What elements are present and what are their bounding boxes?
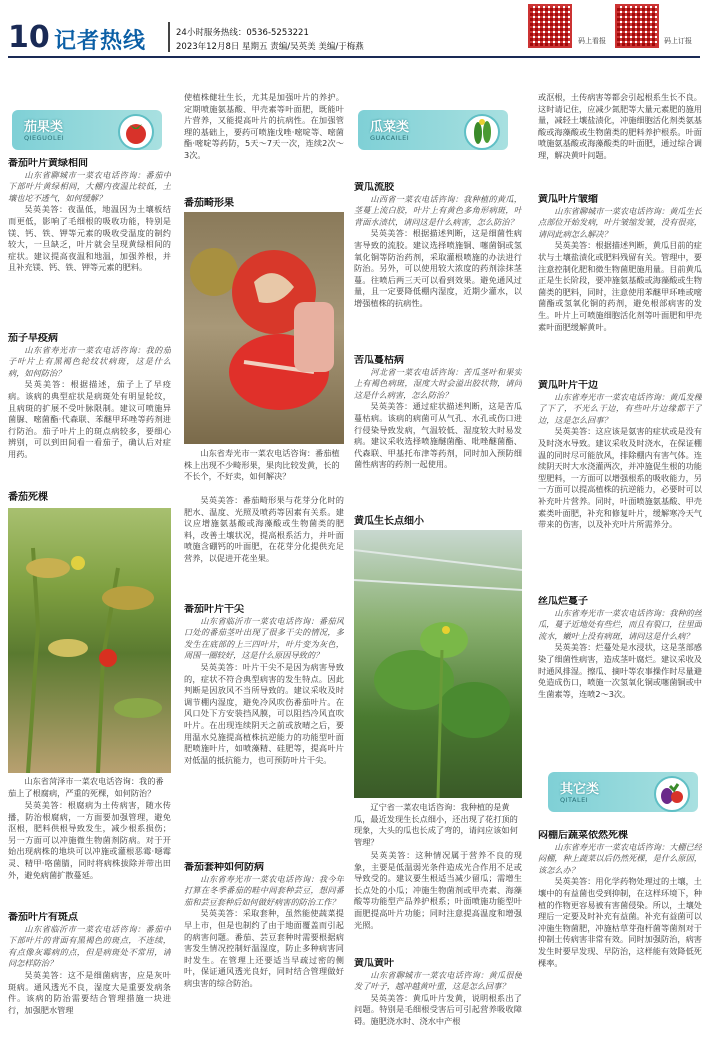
article-title: 番茄畸形果: [184, 198, 234, 209]
article-question: 河北省一菜农电话咨询：苦瓜茎叶和果实上有褐色病斑，湿度大时会溢出胶状物，请问这是什么病害，怎么防治？: [354, 366, 522, 400]
article-11-continued: [538, 92, 702, 188]
article-7: [184, 862, 344, 1060]
tomato-icon: [118, 114, 154, 150]
photo-cucumber-plant: [354, 530, 522, 798]
article-question: 山东省寿光市一菜农电话咨询：我种的丝瓜，蔓子近地处有些烂，而且有裂口，往里面流水，嫩叶上没有病斑，请问这是什么病？: [538, 607, 702, 641]
article-answer: 吴英美答：用化学药物处理过的土壤，土壤中的有益菌也受到抑制，在这样环境下，种植的作物更容易被有害菌侵染。所以，土壤处理后一定要及时补充有益菌。补充有益菌可以冲施生物菌肥，冲施枯草芽孢杆菌等菌剂对于抑制土传病害非常有效。同时加强防治，病害发生时要早发现、早防治，这样能有效降低死棵率。: [538, 876, 702, 968]
article-title: 黄瓜叶片干边: [538, 380, 598, 391]
article-title: 苦瓜蔓枯病: [354, 355, 404, 366]
category-name: 茄果类: [24, 120, 64, 135]
article-title: 番茄套种如何防病: [184, 862, 264, 873]
article-answer: 吴英美答：根据描述判断，黄瓜目前的症状与土壤盐渍化或肥料残留有关。管理中，要注意控制化肥和微生物菌肥施用量。目前黄瓜正是生长阶段，要冲施氨基酸或海藻酸或生物菌类的肥料，同时，注意使用苯醚甲环唑或嘧菌酯或氢氧化铜的药剂，避免根部病害的发生。叶片上可喷施细胞活化剂等叶面肥和甲壳素叶面肥缓解黄叶。: [538, 240, 702, 332]
article-title: 黄瓜叶片皱缩: [538, 194, 598, 205]
article-question: 山东省寿光市一菜农电话咨询：我今年打算在冬季番茄的畦中间套种芸豆，想问番茄和芸豆套种后如何做好病害的防治工作？: [184, 873, 344, 907]
article-question: 山东省聊城市一菜农电话咨询：黄瓜生长点部位开始发病，叶片皱缩发皱，没有很亮，请问此病怎么解决？: [538, 205, 702, 239]
article-question: 山东省临沂市一菜农电话咨询：番茄风口处的番茄茎叶出现了很多干尖的情况，多发生在底部的上三四叶片，叶片变为灰色，周围一圈较好，这是什么原因导致的？: [184, 615, 344, 661]
article-4: [8, 912, 171, 1060]
article-question: 山东省聊城市一菜农电话咨询：黄瓜很便发了叶子，越冲越黄叶重，这是怎么回事？: [354, 969, 522, 992]
article-13: [538, 380, 702, 588]
article-title: 黄瓜流胶: [354, 182, 394, 193]
article-1: [8, 158, 171, 324]
qr-subscribe-label: 码上订报: [664, 37, 692, 45]
article-question: 山东省聊城市一菜农电话咨询：番茄中下部叶片黄绿相间，大棚内夜温比较低，土壤也坨不透气，如何缓解？: [8, 169, 171, 203]
cucumber-icon: [464, 114, 500, 150]
qr-read-label: 码上看报: [578, 37, 606, 45]
article-title: 黄瓜生长点细小: [354, 516, 424, 527]
article-answer: 吴英美答：烂蔓处是水浸状，这是茎部感染了细菌性病害，造成茎叶腐烂。建议采收及时通风排湿。擦瓜、摘叶等农事操作时尽量避免造成伤口，喷施一次氢氧化铜或噻菌铜或中生菌素等，连喷2～3次。: [538, 642, 702, 699]
header-divider: [168, 22, 170, 52]
article-10-answer: [354, 850, 522, 952]
article-answer: 吴英美答：黄瓜叶片发黄，说明根系出了问题。特别是毛细根受害后可引起营养吸收障碍。施肥浇水时、浇水中产根: [354, 992, 522, 1026]
article-title: 番茄死棵: [8, 492, 48, 503]
article-title: 茄子早疫病: [8, 333, 58, 344]
article-11: [354, 958, 522, 1060]
article-15: [538, 830, 702, 1060]
photo-caption: 山东省寿光市一菜农电话咨询：番茄植株上出现不少畸形果，果肉比较发黄，长的不长个，不好卖，如何解决？: [184, 448, 340, 482]
article-answer-cont: 或沤根，土传病害等都会引起根系生长不良。这时请记住，应减少氮肥等大量元素肥的施用量，减轻土壤盐渍化，冲施细胞活化剂类氨基酸或海藻酸或生物菌类的肥料养护根系。叶面喷施氨基酸或海藻酸类的叶面肥，通过综合调理，解决黄叶问题。: [538, 92, 702, 160]
article-answer: 吴英美答：根据描述，茄子上了早疫病。该病的典型症状是病斑处有明显轮纹，且病斑的扩展不受叶脉限制。建议可喷施异菌脲、嘧菌酯·代森联、苯醚甲环唑等药剂进行防治。茄子叶片上的斑点病较多，要细心辨别，可以到田间看一看茄子，确认后对症用药。: [8, 379, 171, 459]
article-question: 山东省寿光市一菜农电话咨询：我的茄子叶片上有黑褐色轮纹状病斑，这是什么病，如何防治？: [8, 344, 171, 378]
vegetables-icon: [654, 776, 690, 812]
article-title: 番茄叶片有斑点: [8, 912, 78, 923]
category-banner-guacai: [358, 110, 508, 150]
article-5-answer: [184, 495, 344, 597]
article-2: [8, 333, 171, 473]
article-question: 山东省临沂市一菜农电话咨询：番茄中下部叶片的背面有黑褐色的斑点，不连续，有点像灰霉病的点，但是病斑处不常用，请问怎样防治？: [8, 923, 171, 969]
article-8: [354, 182, 522, 342]
photo-tomato-wilt: [8, 508, 171, 773]
category-pinyin: QIEGUOLEI: [24, 134, 65, 142]
article-answer: 吴英美答：根腐病为土传病害，随水传播，防治根腐病，一方面要加强管理，避免沤根，肥料供根导致发生，减少根系损伤；另一方面可以冲施微生物菌剂防病。对于开始出现病株的地块可以冲施或灌根恶霉·噁霉灵、精甲·咯菌腈，同时将病株拔除并带出田外，避免病菌扩散蔓延。: [8, 800, 171, 880]
page-number: 10: [8, 20, 50, 55]
article-4-continued: [184, 92, 344, 188]
article-title: 番茄叶片干尖: [184, 604, 244, 615]
article-answer: 吴英美答：根据描述判断，这是细菌性病害导致的流胶。建议选择喷施铜、噻菌铜或氢氧化铜等防治药剂，采取灌根喷施的办法进行防治。另外，可以使用较大浓度的药剂涂抹茎蔓。往喷后两三天可以看到效果。避免通风过量，且一定要降低棚内湿度，近期少灌水，以增强植株的抗病性。: [354, 228, 522, 308]
section-title: 记者热线: [54, 29, 147, 54]
article-answer: 吴英美答：这种情况属于营养不良的现象，主要是低温弱光条件造成光合作用不足或导致受的。建议要生根适当减少留瓜；需增生长点处的小瓜；冲施生物菌剂或甲壳素、海藻酸等功能型产品养护根系；叶面喷施功能型叶面肥提高叶片功能；同时注意提高温度和增强光照。: [354, 850, 522, 930]
header-rule: [8, 56, 700, 58]
article-6: [184, 604, 344, 854]
category-name: 其它类: [560, 782, 600, 797]
category-pinyin: QITALEI: [560, 796, 589, 804]
article-9: [354, 355, 522, 503]
article-title: 闷棚后蔬菜依然死棵: [538, 830, 628, 841]
article-answer: 吴英美答：夜温低，地温因为土壤板结而更低，影响了毛细根的吸收功能，特别是镁、钙、铁、钾等元素的吸收受温度的制约较大，一旦缺乏，叶片就会呈现黄绿相间的症状。建议提高夜温和地温，加强养根，并且补充镁、钙、铁、钾等元素的肥料。: [8, 204, 171, 273]
article-answer: 吴英美答：番茄畸形果与花芽分化时的肥水、温度、光照及喷药等因素有关系。建议应增施氨基酸或海藻酸或生物菌类的肥料，改善土壤状况，提高根系活力，并叶面喷施含硼钙的叶面肥，在花芽分化提供充足营养，以促进开花坐果。: [184, 495, 344, 563]
article-answer: 吴英美答：叶片干尖不是因为病害导致的，症状不符合典型病害的发生特点。因此判断是因放风不当所导致的。建议采收及时调节棚内湿度，避免冷风吹伤番茄叶片。在风口处下方安装挡风膜，可以阻挡冷风直吹叶片。在出现连续阴天之前或放晴之后，要用温水兑施提高植株抗逆能力的功能型叶面肥喷施叶片，如喷藻精、硅肥等，提高叶片对低温的抵抗能力，也可预防叶片干尖。: [184, 661, 344, 765]
date-line: 2023年12月8日 星期五 责编/吴英美 美编/于梅燕: [176, 42, 364, 52]
photo-caption: 辽宁省一菜农电话咨询：我种植的是黄瓜，最近发现生长点细小，还出现了花打顶的现象，大头的瓜也长成了弯的，请问应该如何管理？: [354, 802, 518, 847]
article-answer: 吴英美答：这不是细菌病害，应是灰叶斑病。通风透光不良，湿度大是重要发病条件。该病的防治需要结合管理措施一块进行，加强肥水管理: [8, 969, 171, 1015]
article-question: 山东省寿光市一菜农电话咨询：黄瓜发棵了下了，不光么干边，有些叶片边缘都干了边，这是怎么回事？: [538, 391, 702, 425]
photo-deformed-tomato: [184, 212, 344, 444]
article-answer: 吴英美答：这应该是氨害的症状或是没有及时浇水导致。建议采收及时浇水，在保证棚温的同时尽可能放风，排除棚内有害气体。连续阴天时大水浇灌两次，并冲施促生根的功能型肥料，一方面可以增强根系的吸收能力，另一方面可以提高植株的抗逆能力，必要时可以补充叶片营养。同时，叶面喷施氨基酸、甲壳素类叶面肥，补充和修复叶片，缓解寒冷天气带来的伤害，以及补充叶片所需养分。: [538, 426, 702, 530]
category-banner-qita: [548, 772, 698, 812]
article-14: [538, 596, 702, 758]
hotline: 24小时服务热线：0536-5253221: [176, 28, 309, 38]
article-title: 黄瓜黄叶: [354, 958, 394, 969]
category-pinyin: GUACAILEI: [370, 134, 410, 142]
category-name: 瓜菜类: [370, 120, 410, 135]
article-12: [538, 194, 702, 372]
qr-code-read[interactable]: [528, 4, 572, 48]
article-answer: 吴英美答：通过症状描述判断，这是苦瓜蔓枯病。该病的病菌可从气孔、水孔或伤口进行侵染导致发病，气温较低、湿度较大时易发病。建议采收选择喷施醚菌酯、吡唑醚菌酯、代森联、甲基托布津等药剂，同时加入预防细菌性病害的药剂一起使用。: [354, 401, 522, 470]
article-answer-cont: 使植株健壮生长，尤其是加强叶片的养护。定期喷施氨基酸、甲壳素等叶面肥，既能叶片营养，又能提高叶片的抗病性。在加强管理的基础上，要药可喷施戊唑·嘧啶等、嘧菌酯·嘧啶等药防，5天～7天一次，连续2次～3次。: [184, 92, 344, 160]
article-title: 丝瓜烂蔓子: [538, 596, 588, 607]
article-question: 山东省寿光市一菜农电话咨询：大棚已经闷棚，种上蔬菜以后仍然死棵，是什么原因，该怎么办？: [538, 841, 702, 875]
article-title: 番茄叶片黄绿相间: [8, 158, 88, 169]
article-3-answer: [8, 800, 171, 908]
photo-caption: 山东省菏泽市一菜农电话咨询：我的番茄上了根腐病，严重的死棵，如何防治？: [8, 776, 164, 798]
article-answer: 吴英美答：采取套种，虽然能使蔬菜提早上市，但是也制约了由于地面覆盖而引起的病害问题。番茄、芸豆套种时需要根据病害发生情况控制好温湿度，防止多种病害同时发生。在管理上还要适当早疏过密的侧叶，保证通风透光良好，同时结合管理做好病虫害的综合防治。: [184, 908, 344, 988]
category-banner-qiezi: [12, 110, 162, 150]
qr-code-subscribe[interactable]: [615, 4, 659, 48]
article-question: 山西省一菜农电话咨询：我种植的黄瓜，茎蔓上流白胶，叶片上有黄色多角形病斑，叶背面水渍状，请问这是什么病害，怎么防治？: [354, 193, 522, 227]
